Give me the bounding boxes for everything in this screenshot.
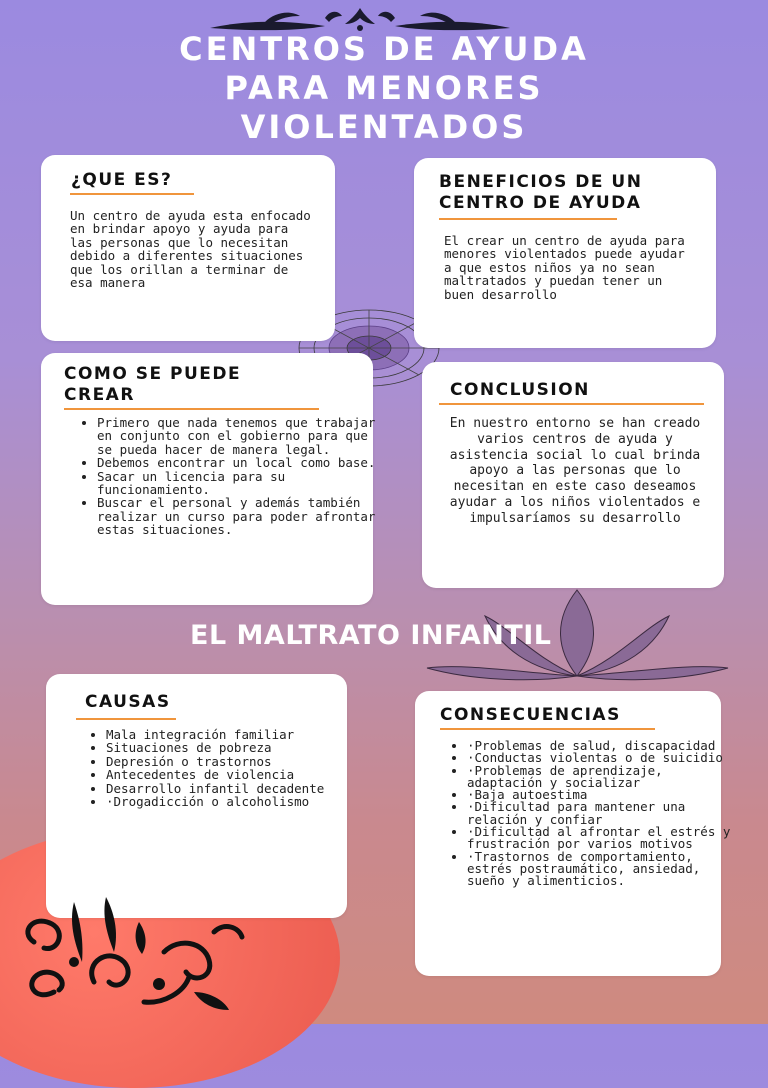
divider [440, 728, 655, 730]
list-item: • ·Baja autoestima [467, 789, 732, 801]
list-item: • Buscar el personal y además también realizar un curso para poder afrontar estas situaciones. [97, 496, 387, 536]
heading-que-es: ¿QUE ES? [71, 170, 173, 190]
card-beneficios [414, 158, 716, 348]
text-beneficios: El crear un centro de ayuda para menores violentados puede ayudar a que estos niños ya no sean maltratados y puedan tener un buen desarrollo [444, 233, 685, 302]
list-item: • ·Dificultad al afrontar el estrés y frustración por varios motivos [467, 826, 732, 851]
list-item: • Sacar un licencia para su funcionamiento. [97, 470, 387, 497]
list-item: • ·Conductas violentas o de suicidio [467, 752, 732, 764]
text-conclusion: En nuestro entorno se han creado varios centros de ayuda y asistencia social lo cual brinda apoyo a las personas que lo necesitan en este caso deseamos ayudar a los niños violentados e impulsaríamos su desarrollo [449, 416, 701, 526]
list-item: • ·Trastornos de comportamiento, estrés postraumático, ansiedad, sueño y alimenticios. [467, 851, 732, 888]
heading-beneficios [439, 172, 642, 214]
heading-beneficios-line-1: BENEFICIOS DE UN [439, 172, 643, 192]
list-item: • ·Problemas de aprendizaje, adaptación y socializar [467, 765, 732, 790]
text-que-es: Un centro de ayuda esta enfocado en brindar apoyo y ayuda para las personas que lo necesitan debido a diferentes situaciones que los orillan a terminar de esa manera [70, 208, 311, 291]
list-causas [80, 728, 336, 808]
heading-consecuencias: CONSECUENCIAS [440, 705, 621, 725]
list-item: • Situaciones de pobreza [106, 741, 336, 754]
divider [439, 403, 704, 405]
list-item: • Mala integración familiar [106, 728, 336, 741]
title-line-2: PARA MENORES [224, 69, 544, 107]
divider [76, 718, 176, 720]
heading-beneficios-line-2: CENTRO DE AYUDA [439, 193, 642, 213]
card-como-crear [41, 353, 376, 605]
list-item: • ·Dificultad para mantener una relación y confiar [467, 801, 732, 826]
list-item: • ·Drogadicción o alcoholismo [106, 795, 336, 808]
heading-como-crear-line-2: CREAR [64, 385, 135, 405]
list-consecuencias [441, 740, 732, 888]
heading-conclusion: CONCLUSION [450, 380, 590, 400]
heading-como-crear-line-1: COMO SE PUEDE [64, 364, 242, 384]
list-item: • Desarrollo infantil decadente [106, 782, 336, 795]
title-line-1: CENTROS DE AYUDA [179, 30, 589, 68]
heading-causas: CAUSAS [85, 692, 171, 712]
title-line-3: VIOLENTADOS [240, 108, 528, 146]
divider [64, 408, 319, 410]
section-title: EL MALTRATO INFANTIL [190, 620, 552, 651]
list-item: • ·Problemas de salud, discapacidad [467, 740, 732, 752]
list-item: • Depresión o trastornos [106, 755, 336, 768]
card-conclusion [422, 362, 724, 588]
card-consecuencias [415, 691, 731, 976]
swirl-flourish-icon [14, 892, 249, 1016]
list-como-crear [71, 416, 387, 537]
heading-como-crear [64, 364, 241, 406]
divider [439, 218, 617, 220]
page-title [0, 30, 768, 147]
card-causas [46, 674, 347, 918]
list-item: • Antecedentes de violencia [106, 768, 336, 781]
card-que-es [41, 155, 335, 341]
list-item: • Primero que nada tenemos que trabajar en conjunto con el gobierno para que se pueda hacer de manera legal. [97, 416, 387, 456]
divider [70, 193, 194, 195]
list-item: • Debemos encontrar un local como base. [97, 456, 387, 469]
